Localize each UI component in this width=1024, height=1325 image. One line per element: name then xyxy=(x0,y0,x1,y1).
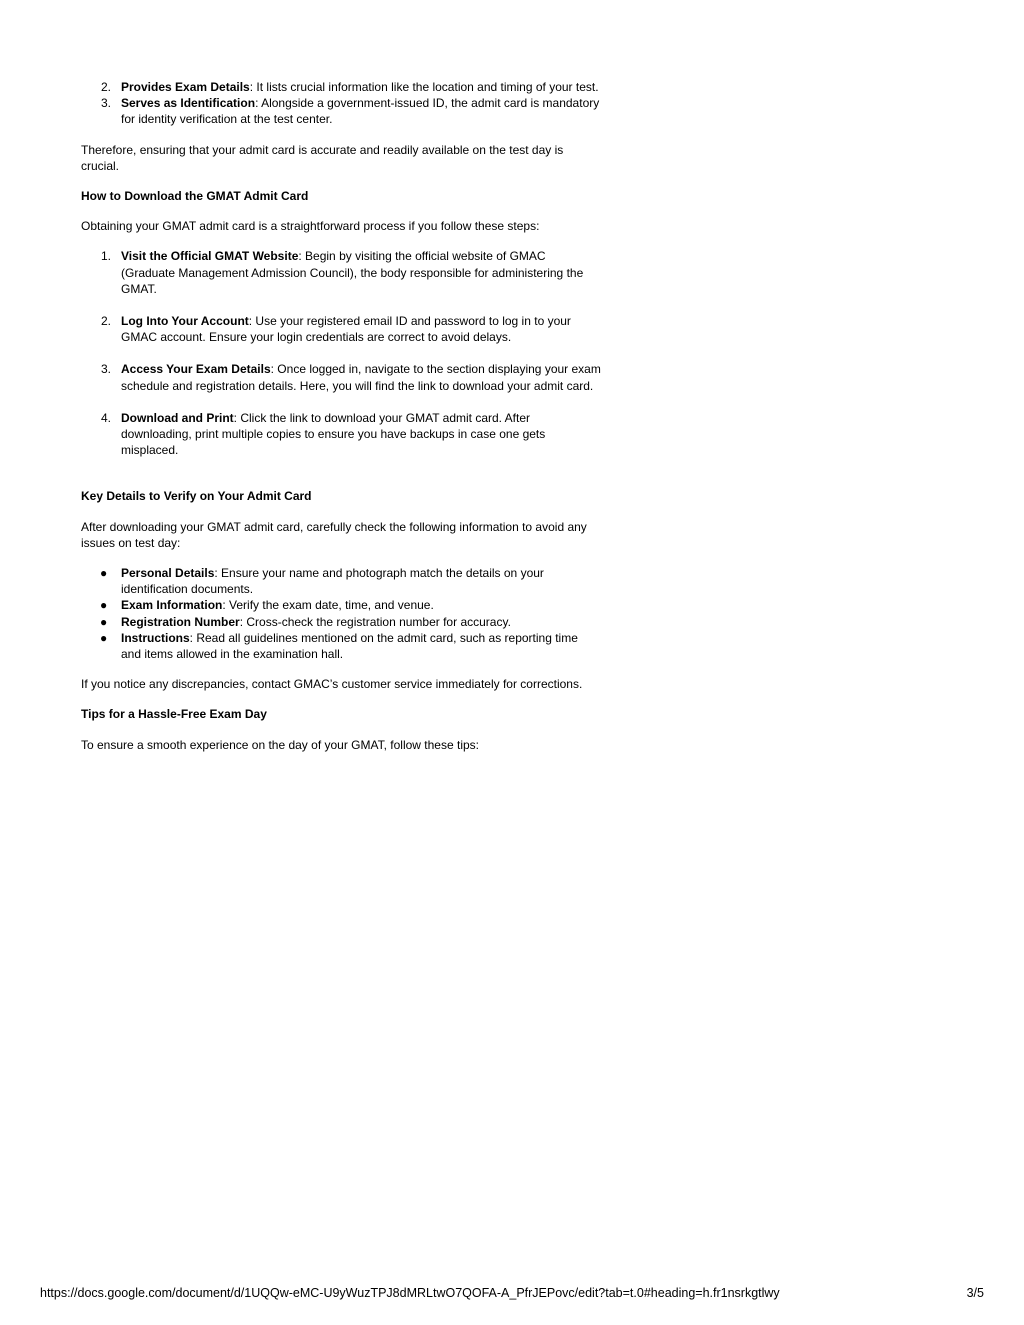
paragraph-after: After downloading your GMAT admit card, carefully check the following information to avoid any issues on test day: xyxy=(81,519,587,550)
bullet-icon: ● xyxy=(100,614,108,629)
list-item-text: : Click the link to download your GMAT admit card. After downloading, print multiple copies to ensure you have backups in case one gets misplaced. xyxy=(121,410,546,458)
bullet-icon: ● xyxy=(100,630,108,645)
list-item-text: : It lists crucial information like the location and timing of your test. xyxy=(249,80,599,94)
list-item xyxy=(81,79,601,95)
list-item-title: Access Your Exam Details xyxy=(121,362,271,377)
list-number: 1. xyxy=(100,249,111,264)
list-item xyxy=(81,614,601,630)
verify-bullet-list xyxy=(81,565,601,662)
list-number: 2. xyxy=(100,80,111,94)
list-item xyxy=(81,95,601,127)
list-item xyxy=(81,410,601,459)
list-item-title: Exam Information xyxy=(121,598,223,613)
list-item-title: Log Into Your Account xyxy=(121,314,249,329)
footer-url: https://docs.google.com/document/d/1UQQw-eMC-U9yWuzTPJ8dMRLtwO7QOFA-A_PfrJEPovc/edit?tab=t.0#heading=h.fr1nsrkgtlwy xyxy=(40,1286,780,1300)
bullet-icon: ● xyxy=(100,598,108,613)
list-number: 3. xyxy=(100,96,111,111)
list-item-title: Provides Exam Details xyxy=(121,80,250,94)
list-item xyxy=(81,361,601,393)
heading-verify: Key Details to Verify on Your Admit Card xyxy=(81,489,312,504)
list-item-text: : Ensure your name and photograph match the details on your identification documents. xyxy=(121,566,544,597)
intro-list xyxy=(81,79,601,128)
list-item-text: : Use your registered email ID and password to log in to your GMAC account. Ensure your login credentials are correct to avoid delays. xyxy=(121,314,571,345)
heading-tips: Tips for a Hassle-Free Exam Day xyxy=(81,707,267,722)
list-item-title: Serves as Identification xyxy=(121,96,256,111)
bullet-icon: ● xyxy=(100,566,108,581)
paragraph-tips: To ensure a smooth experience on the day of your GMAT, follow these tips: xyxy=(81,737,479,752)
list-item-text: : Once logged in, navigate to the section displaying your exam schedule and registration details. Here, you will find the link to download your admit card. xyxy=(121,362,601,393)
document-body xyxy=(81,79,601,753)
list-item-text: : Cross-check the registration number for accuracy. xyxy=(239,614,511,629)
paragraph-therefore: Therefore, ensuring that your admit card is accurate and readily available on the test day is crucial. xyxy=(81,142,564,173)
print-footer xyxy=(40,1285,984,1301)
list-item-title: Download and Print xyxy=(121,410,234,425)
list-item xyxy=(81,248,601,297)
list-item xyxy=(81,565,601,597)
steps-list xyxy=(81,248,601,458)
page-number: 3/5 xyxy=(966,1286,984,1300)
list-item xyxy=(81,313,601,345)
list-number: 2. xyxy=(100,314,111,329)
list-item xyxy=(81,630,601,662)
list-number: 4. xyxy=(100,410,111,425)
list-item-text: : Alongside a government-issued ID, the admit card is mandatory for identity verification at the test center. xyxy=(121,96,600,127)
heading-download: How to Download the GMAT Admit Card xyxy=(81,189,309,204)
list-item-text: : Verify the exam date, time, and venue. xyxy=(222,598,434,613)
list-item-text: : Read all guidelines mentioned on the admit card, such as reporting time and items allowed in the examination hall. xyxy=(121,630,578,662)
list-item-title: Instructions xyxy=(121,630,190,645)
list-number: 3. xyxy=(100,362,111,377)
list-item-title: Registration Number xyxy=(121,614,240,629)
paragraph-obtaining: Obtaining your GMAT admit card is a straightforward process if you follow these steps: xyxy=(81,219,540,234)
list-item-title: Personal Details xyxy=(121,566,215,581)
list-item-text: : Begin by visiting the official website of GMAC (Graduate Management Admission Council), the body responsible for administering the GMAT. xyxy=(121,249,584,296)
list-item-title: Visit the Official GMAT Website xyxy=(121,249,299,264)
paragraph-discrepancies: If you notice any discrepancies, contact GMAC’s customer service immediately for corrections. xyxy=(81,677,583,692)
list-item xyxy=(81,597,601,613)
